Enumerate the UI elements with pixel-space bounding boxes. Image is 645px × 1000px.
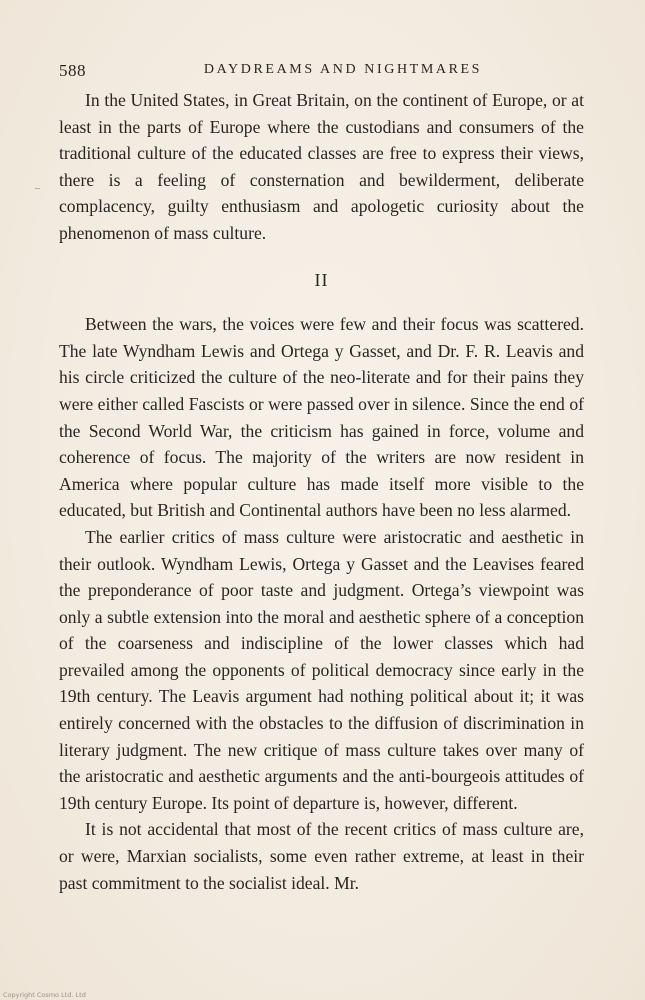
paragraph: The earlier critics of mass culture were aristocratic and aesthetic in their outlook. Wyndham Lewis, Ortega y Gasset and the Leavises feared the preponderance of poor taste and judgment. Ortega’s viewpoint was only a subtle extension into the moral and aesthetic sphere of a conception of the coarseness and indiscipline of the lower classes which had prevailed among the opponents of political democracy since early in the 19th century. The Leavis argument had nothing political about it; it was entirely concerned with the obstacles to the diffusion of discrimination in literary judgment. The new critique of mass culture takes over many of the aristocratic and aesthetic arguments and the anti-bourgeois attitudes of 19th century Europe. Its point of departure is, however, different. bbox=[59, 526, 584, 813]
section-numeral: II bbox=[314, 269, 329, 290]
page-number: 588 bbox=[59, 61, 86, 80]
paragraph: In the United States, in Great Britain, on the continent of Europe, or at least in the parts of Europe where the custodians and consumers of the traditional culture of the educated classes are free to express their views, there is a feeling of consternation and bewilderment, deliberate complacency, guilty enthusiasm and apologetic curiosity about the phenomenon of mass culture. bbox=[59, 90, 584, 243]
body-text bbox=[59, 87, 584, 896]
margin-mark bbox=[35, 188, 40, 189]
page-header bbox=[59, 61, 599, 85]
running-head: DAYDREAMS AND NIGHTMARES bbox=[203, 62, 483, 77]
copyright-notice: Copyright Cosmo Ltd. Ltd bbox=[3, 991, 86, 999]
paragraph: It is not accidental that most of the recent critics of mass culture are, or were, Marxian socialists, some even rather extreme, at least in their past commitment to the socialist ideal. Mr. bbox=[59, 819, 584, 893]
paragraph: Between the wars, the voices were few and their focus was scattered. The late Wyndham Lewis and Ortega y Gasset, and Dr. F. R. Leavis and his circle criticized the culture of the neo-literate and for their pains they were either called Fascists or were passed over in silence. Since the end of the Second World War, the criticism has gained in force, volume and coherence of focus. The majority of the writers are now resident in America where popular culture has made itself more visible to the educated, but British and Continental authors have been no less alarmed. bbox=[59, 314, 584, 521]
